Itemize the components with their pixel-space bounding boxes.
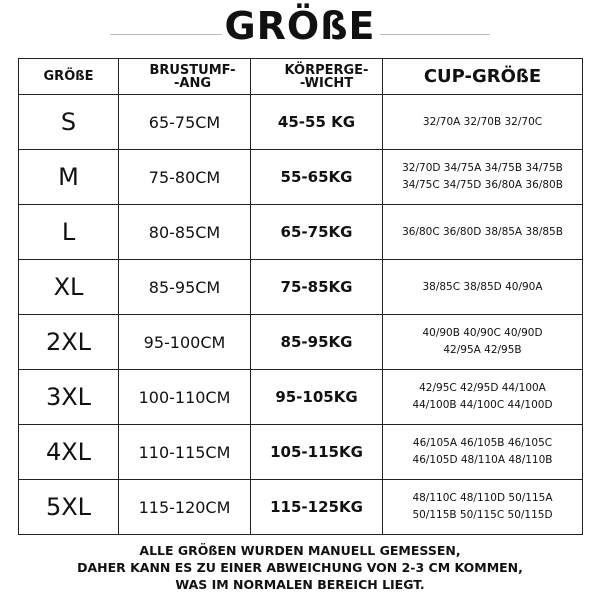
- header-bust-line-2: -ANG: [173, 75, 211, 91]
- size-cell: M: [19, 150, 119, 205]
- bust-cell: 80-85CM: [119, 205, 251, 260]
- table-row: [19, 150, 583, 205]
- cup-cell: [383, 370, 583, 425]
- cup-cell: [383, 480, 583, 535]
- table-row: [19, 425, 583, 480]
- weight-cell: 75-85KG: [251, 260, 383, 315]
- cup-line: 38/85C 38/85D 40/90A: [422, 280, 543, 293]
- table-header-row: [19, 59, 583, 95]
- bust-cell: 65-75CM: [119, 95, 251, 150]
- cup-line: 36/80C 36/80D 38/85A 38/85B: [402, 225, 563, 238]
- weight-cell: 65-75KG: [251, 205, 383, 260]
- page-title: GRÖßE: [224, 4, 376, 48]
- size-cell: 3XL: [19, 370, 119, 425]
- cup-line: 46/105D 48/110A 48/110B: [412, 454, 553, 466]
- cup-line: 32/70D 34/75A 34/75B 34/75B: [402, 162, 563, 174]
- title-divider-right: [380, 34, 490, 35]
- size-cell: L: [19, 205, 119, 260]
- header-bust-line-1: BRUSTUMF-: [149, 62, 236, 78]
- table-row: [19, 205, 583, 260]
- weight-cell: 45-55 KG: [251, 95, 383, 150]
- cup-line: 44/100B 44/100C 44/100D: [412, 399, 553, 411]
- cup-cell: [383, 260, 583, 315]
- size-cell: S: [19, 95, 119, 150]
- header-bust: [119, 59, 251, 95]
- note-line-3: WAS IM NORMALEN BEREICH LIEGT.: [175, 577, 425, 592]
- cup-cell: [383, 95, 583, 150]
- cup-cell: [383, 425, 583, 480]
- table-row: [19, 370, 583, 425]
- table-row: [19, 315, 583, 370]
- note-line-1: ALLE GRÖßEN WURDEN MANUELL GEMESSEN,: [139, 543, 461, 558]
- header-size: GRÖßE: [19, 59, 119, 95]
- header-weight-line-2: -WICHT: [299, 75, 354, 91]
- cup-line: 48/110C 48/110D 50/115A: [412, 492, 553, 504]
- bust-cell: 115-120CM: [119, 480, 251, 535]
- weight-cell: 105-115KG: [251, 425, 383, 480]
- header-weight: [251, 59, 383, 95]
- size-cell: 5XL: [19, 480, 119, 535]
- cup-cell: [383, 205, 583, 260]
- table-row: [19, 95, 583, 150]
- bust-cell: 100-110CM: [119, 370, 251, 425]
- measurement-note: [0, 542, 600, 593]
- cup-cell: [383, 315, 583, 370]
- bust-cell: 110-115CM: [119, 425, 251, 480]
- cup-cell: [383, 150, 583, 205]
- cup-line: 34/75C 34/75D 36/80A 36/80B: [402, 179, 563, 191]
- cup-line: 42/95A 42/95B: [443, 344, 522, 356]
- size-cell: 4XL: [19, 425, 119, 480]
- header-weight-line-1: KÖRPERGE-: [284, 62, 369, 78]
- table-row: [19, 260, 583, 315]
- bust-cell: 95-100CM: [119, 315, 251, 370]
- weight-cell: 55-65KG: [251, 150, 383, 205]
- weight-cell: 85-95KG: [251, 315, 383, 370]
- cup-line: 46/105A 46/105B 46/105C: [412, 437, 553, 449]
- weight-cell: 95-105KG: [251, 370, 383, 425]
- note-line-2: DAHER KANN ES ZU EINER ABWEICHUNG VON 2-3 CM KOMMEN,: [77, 560, 523, 575]
- cup-line: 32/70A 32/70B 32/70C: [422, 115, 543, 128]
- table-row: [19, 480, 583, 535]
- size-cell: 2XL: [19, 315, 119, 370]
- title-area: [0, 0, 600, 50]
- bust-cell: 85-95CM: [119, 260, 251, 315]
- cup-line: 50/115B 50/115C 50/115D: [412, 509, 553, 521]
- weight-cell: 115-125KG: [251, 480, 383, 535]
- size-cell: XL: [19, 260, 119, 315]
- cup-line: 42/95C 42/95D 44/100A: [419, 382, 546, 394]
- size-chart-table: [18, 58, 583, 535]
- header-cup: CUP-GRÖßE: [383, 59, 583, 95]
- bust-cell: 75-80CM: [119, 150, 251, 205]
- cup-line: 40/90B 40/90C 40/90D: [422, 327, 543, 339]
